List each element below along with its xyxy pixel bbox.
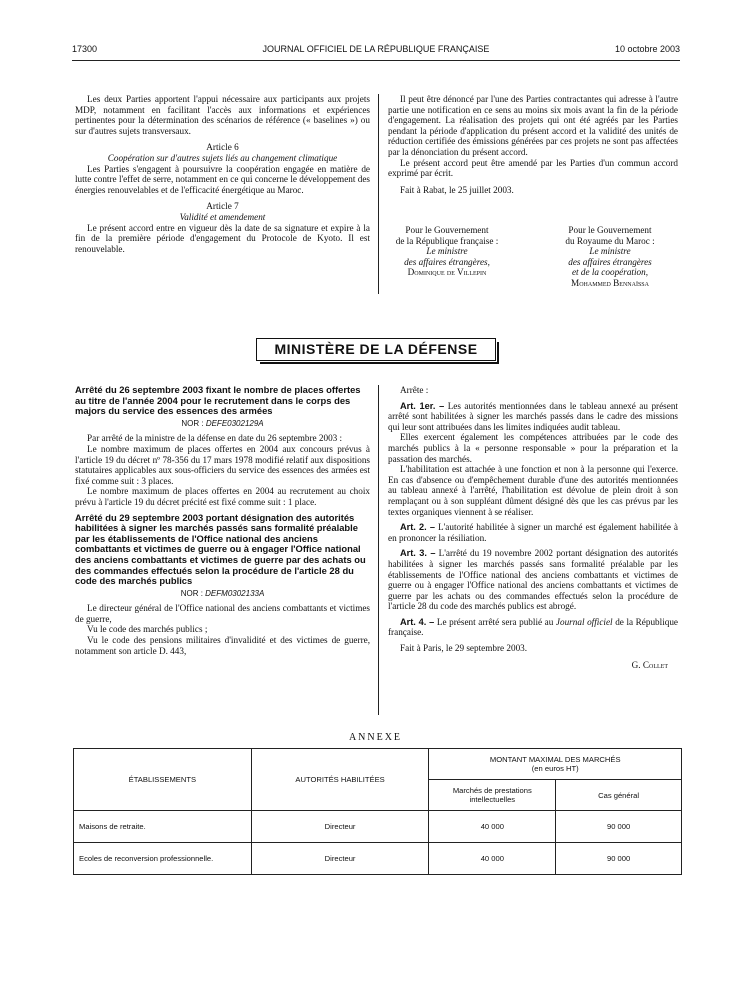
cell-etablissement: Maisons de retraite. (74, 811, 252, 843)
article-1 (388, 401, 678, 433)
table-row (74, 843, 682, 875)
top-left-column (75, 94, 370, 254)
article-text: Le présent arrêté sera publié au (436, 616, 556, 627)
nor-reference (75, 419, 370, 430)
sig-line: Le ministre (426, 246, 468, 257)
signing-place-date: Fait à Rabat, le 25 juillet 2003. (400, 184, 514, 195)
column-divider (378, 385, 379, 715)
page-header (72, 44, 680, 58)
nor-label: NOR : (180, 588, 203, 598)
sig-line: Pour le Gouvernement (568, 225, 652, 235)
article-label: Art. 2. – (400, 522, 436, 533)
paragraph: Elles exercent également les compétences attribuées par le code des marchés publics à la « personne responsable » pour la préparation et la passation des marchés. (388, 432, 678, 464)
article-text: Les autorités mentionnées dans le tableau annexé au présent arrêté sont habilitées à signer les marchés passés dans le cadre des missions qui leur sont attribuées dans les limites indiquées audit tableau. (388, 400, 678, 432)
header-prestations: Marchés de prestations intellectuelles (429, 780, 556, 811)
paragraph: Par arrêté de la ministre de la défense en date du 26 septembre 2003 : (87, 433, 343, 444)
cell-autorite: Directeur (251, 843, 429, 875)
paragraph: Vu le code des marchés publics ; (87, 624, 208, 635)
signature-block-france (372, 225, 522, 278)
decree-title: Arrêté du 29 septembre 2003 portant désignation des autorités habilitées à signer les marchés passés sans formalité préalable par les établissements de l'Office national des anciens combattants et victimes de guerre ou à engager l'Office national des anciens combattants et victimes de guerre par des achats ou des commandes effectués selon la procédure de l'article 28 du code des marchés publics (75, 511, 366, 587)
paragraph: Le présent accord entre en vigueur dès la date de sa signature et expire à la fin de la première période d'engagement du Protocole de Kyoto. Il est renouvelable. (75, 222, 370, 254)
top-right-column (388, 94, 678, 195)
nor-label: NOR : (181, 418, 204, 428)
header-autorites: AUTORITÉS HABILITÉES (251, 749, 429, 811)
cell-etablissement: Ecoles de reconversion professionnelle. (74, 843, 252, 875)
paragraph: L'habilitation est attachée à une fonction et non à la personne qui l'exerce. En cas d'absence ou d'empêchement durable d'une des autorités mentionnées au tableau annexé à l'arrêté, l'habilitation est dévolue de plein droit à son remplaçant ou à son suppléant dûment désigné dès que les cas prévus par les textes organiques viennent à se réaliser. (388, 464, 678, 517)
sig-line: des affaires étrangères, (404, 256, 490, 267)
signature-block-maroc (535, 225, 685, 289)
decree-title: Arrêté du 26 septembre 2003 fixant le nombre de places offertes au titre de l'année 2004 pour le recrutement dans le corps des majors du service des essences des armées (75, 384, 361, 417)
nor-code: DEFE0302129A (205, 418, 264, 428)
article-heading: Article 7 (206, 201, 239, 212)
paragraph: Le présent accord peut être amendé par les Parties d'un commun accord exprimé par écrit. (388, 157, 678, 179)
article-title: Validité et amendement (179, 211, 266, 222)
cell-autorite: Directeur (251, 811, 429, 843)
article-label: Art. 3. – (400, 548, 436, 559)
paragraph: Les Parties s'engagent à poursuivre la coopération engagée en matière de lutte contre l'effet de serre, notamment en ce qui concerne le développement des énergies renouvelables et de l'efficacité énergétique au Maroc. (75, 163, 370, 195)
sig-line: Le ministre (589, 246, 631, 257)
paragraph: Le nombre maximum de places offertes en 2004 aux concours prévus à l'article 19 du décret nº 78-356 du 17 mars 1978 modifié relatif aux dispositions statutaires applicables aux sous-officiers du service des essences des armées est fixé comme suit : 3 places. (75, 443, 370, 486)
article-3 (388, 548, 678, 612)
bottom-left-column (75, 385, 370, 656)
ministry-heading: MINISTÈRE DE LA DÉFENSE (256, 338, 496, 361)
article-text: L'arrêté du 19 novembre 2002 portant désignation des autorités habilitées à signer les marchés passés sans formalité préalable par les établissements de l'Office national des anciens combattants et victimes de guerre ou à engager l'Office national des anciens combattants et victimes de guerre par les achats ou des commandes effectués selon la procédure de l'article 28 du code des marchés publics est abrogé. (388, 548, 679, 612)
signatory-name: Mohammed Bennaïssa (571, 277, 649, 288)
signatory-name: G. Collet (631, 659, 668, 670)
arrete-label: Arrête : (400, 385, 429, 395)
bottom-right-column (388, 385, 678, 670)
montant-label: MONTANT MAXIMAL DES MARCHÉS (489, 755, 621, 764)
cell-cas-general: 90 000 (556, 811, 682, 843)
article-4 (388, 617, 678, 638)
page-number: 17300 (72, 44, 98, 54)
article-title: Coopération sur d'autres sujets liés au changement climatique (107, 152, 338, 163)
article-2 (388, 522, 678, 543)
paragraph: Vu le code des pensions militaires d'invalidité et des victimes de guerre, notamment son article D. 443, (75, 635, 370, 656)
article-label: Art. 4. – (400, 616, 435, 627)
paragraph: Le directeur général de l'Office national des anciens combattants et victimes de guerre, (75, 603, 370, 624)
nor-code: DEFM0302133A (205, 588, 265, 598)
sig-line: des affaires étrangères (568, 256, 652, 267)
article-text: L'autorité habilitée à signer un marché est également habilitée à en prononcer la résiliation. (388, 522, 679, 543)
article-heading: Article 6 (206, 142, 239, 153)
issue-date: 10 octobre 2003 (614, 44, 680, 54)
article-label: Art. 1er. – (400, 400, 445, 411)
signing-place-date: Fait à Paris, le 29 septembre 2003. (400, 643, 528, 654)
annexe-table (73, 748, 682, 875)
journal-name: Journal officiel (555, 616, 613, 627)
cell-cas-general: 90 000 (556, 843, 682, 875)
header-etablissements: ÉTABLISSEMENTS (74, 749, 252, 811)
paragraph: Il peut être dénoncé par l'une des Parties contractantes qui adresse à l'autre partie une notification en ce sens au moins six mois avant la fin de la période d'engagement. La réalisation des projets qui ont été agréés par les Parties pendant la période d'application du présent accord et la validité des unités de réduction certifiée des émissions générées par ces projets ne sont pas affectées par la dénonciation du présent accord. (388, 94, 678, 157)
header-montant (429, 749, 682, 780)
signatory-name: Dominique de Villepin (407, 267, 487, 278)
cell-prestations: 40 000 (429, 811, 556, 843)
sig-line: Pour le Gouvernement (405, 225, 489, 235)
header-rule (72, 60, 680, 61)
annexe-title: ANNEXE (348, 732, 403, 743)
sig-line: de la République française : (395, 235, 499, 246)
article-text: de la République française. (388, 616, 679, 638)
header-cas-general: Cas général (556, 780, 682, 811)
nor-reference (75, 589, 370, 600)
sig-line: et de la coopération, (571, 267, 649, 278)
paragraph: Le nombre maximum de places offertes en 2004 au recrutement au choix prévu à l'article 19 du décret précité est fixé comme suit : 1 place. (75, 486, 370, 507)
sig-line: du Royaume du Maroc : (565, 235, 655, 246)
table-row (74, 811, 682, 843)
montant-unit: (en euros HT) (531, 764, 579, 773)
journal-title: JOURNAL OFFICIEL DE LA RÉPUBLIQUE FRANÇAISE (262, 44, 490, 54)
paragraph: Les deux Parties apportent l'appui nécessaire aux participants aux projets MDP, notamment en facilitant l'accès aux informations et expériences pertinentes pour la détermination des scénarios de référence (« baselines ») ou sur d'autres sujets transversaux. (75, 94, 370, 136)
cell-prestations: 40 000 (429, 843, 556, 875)
